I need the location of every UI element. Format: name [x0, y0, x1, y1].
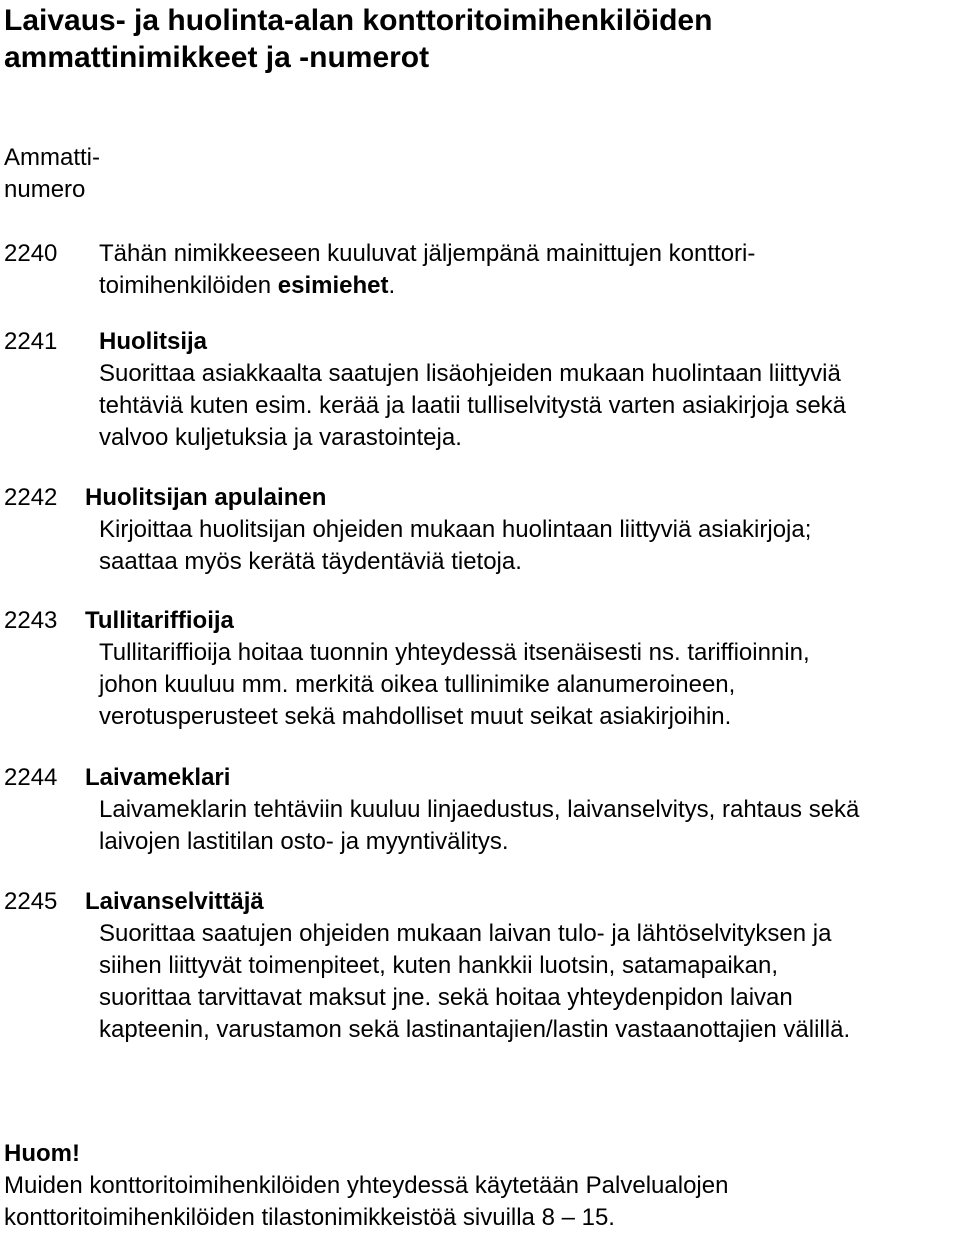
- description-line: valvoo kuljetuksia ja varastointeja.: [99, 424, 462, 451]
- column-header-line-2: numero: [4, 176, 86, 203]
- description-line: saattaa myös kerätä täydentäviä tietoja.: [99, 548, 522, 575]
- occupation-title: Tullitariffioija: [85, 607, 234, 634]
- occupation-number: 2242: [4, 484, 58, 511]
- description-line: kapteenin, varustamon sekä lastinantajien/lastin vastaanottajien välillä.: [99, 1016, 851, 1043]
- occupation-title: Laivanselvittäjä: [85, 888, 264, 915]
- occupation-description: [99, 514, 957, 578]
- description-line: johon kuuluu mm. merkitä oikea tullinimike alanumeroineen,: [99, 671, 736, 698]
- occupation-number: 2243: [4, 607, 58, 634]
- description-line: Suorittaa asiakkaalta saatujen lisäohjeiden mukaan huolintaan liittyviä: [99, 360, 841, 387]
- note-line-2: konttoritoimihenkilöiden tilastonimikkeistöä sivuilla 8 – 15.: [4, 1204, 615, 1231]
- description-emphasis: esimiehet: [277, 272, 389, 299]
- description-line: Suorittaa saatujen ohjeiden mukaan laivan tulo- ja lähtöselvityksen ja: [99, 920, 832, 947]
- description-line: Tullitariffioija hoitaa tuonnin yhteydessä itsenäisesti ns. tariffioinnin,: [99, 639, 810, 666]
- description-punctuation: .: [388, 272, 396, 299]
- occupation-title: Huolitsijan apulainen: [85, 484, 327, 511]
- title-line-2: ammattinimikkeet ja -numerot: [4, 41, 430, 74]
- description-line: suorittaa tarvittavat maksut jne. sekä hoitaa yhteydenpidon laivan: [99, 984, 793, 1011]
- description-line: tehtäviä kuten esim. kerää ja laatii tulliselvitystä varten asiakirjoja sekä: [99, 392, 847, 419]
- description-line: Kirjoittaa huolitsijan ohjeiden mukaan huolintaan liittyviä asiakirjoja;: [99, 516, 812, 543]
- note-text: [4, 1170, 954, 1234]
- occupation-title: Huolitsija: [99, 328, 208, 355]
- occupation-description: [99, 358, 957, 454]
- title-line-1: Laivaus- ja huolinta-alan konttoritoimihenkilöiden: [4, 4, 713, 37]
- description-line: Laivameklarin tehtäviin kuuluu linjaedustus, laivanselvitys, rahtaus sekä: [99, 796, 860, 823]
- column-header: [4, 142, 100, 206]
- description-text: toimihenkilöiden: [99, 272, 278, 299]
- occupation-number: 2244: [4, 764, 58, 791]
- occupation-number: 2245: [4, 888, 58, 915]
- description-line: laivojen lastitilan osto- ja myyntivälitys.: [99, 828, 509, 855]
- occupation-description: [99, 918, 957, 1046]
- document-title: [4, 2, 944, 76]
- description-line: siihen liittyvät toimenpiteet, kuten hankkii luotsin, satamapaikan,: [99, 952, 779, 979]
- description-line: verotusperusteet sekä mahdolliset muut seikat asiakirjoihin.: [99, 703, 732, 730]
- note-line-1: Muiden konttoritoimihenkilöiden yhteydessä käytetään Palvelualojen: [4, 1172, 729, 1199]
- occupation-description: [99, 238, 957, 302]
- description-line: [99, 270, 957, 302]
- occupation-number: 2240: [4, 240, 58, 267]
- occupation-title: Laivameklari: [85, 764, 231, 791]
- description-line: Tähän nimikkeeseen kuuluvat jäljempänä mainittujen konttori-: [99, 240, 756, 267]
- occupation-number: 2241: [4, 328, 58, 355]
- occupation-description: [99, 637, 957, 733]
- note-heading: Huom!: [4, 1140, 80, 1167]
- occupation-description: [99, 794, 957, 858]
- column-header-line-1: Ammatti-: [4, 144, 100, 171]
